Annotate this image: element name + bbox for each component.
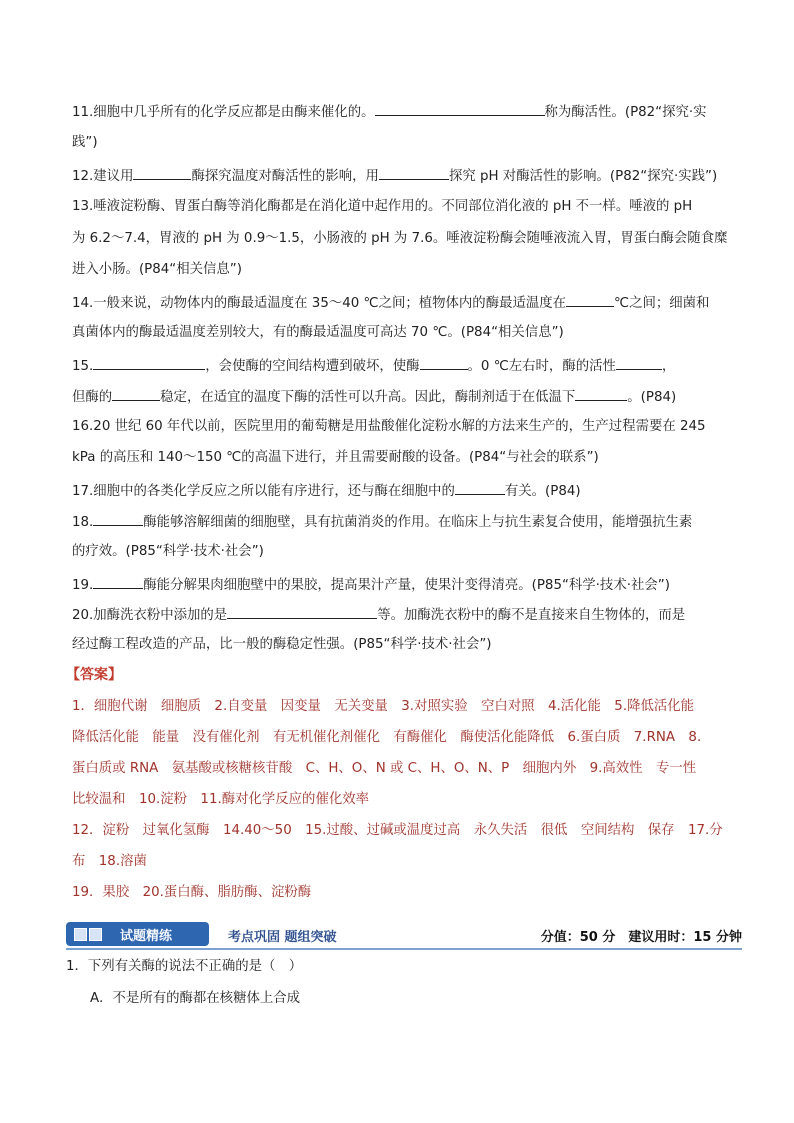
blank-14 xyxy=(566,293,614,307)
item-12-text-b: 酶探究温度对酶活性的影响，用 xyxy=(191,169,379,184)
item-14-text-a: 14.一般来说，动物体内的酶最适温度在 35～40 ℃之间；植物体内的酶最适温度在 xyxy=(72,296,567,311)
blank-15a xyxy=(93,356,205,370)
blank-15b xyxy=(420,356,468,370)
item-17-text-a: 17.细胞中的各类化学反应之所以能有序进行，还与酶在细胞中的 xyxy=(72,484,455,499)
answer-line-2: 降低活化能 能量 没有催化剂 有无机催化剂催化 有酶催化 酶使活化能降低 6.蛋白质 7.RNA 8. xyxy=(72,730,702,745)
item-15-text-d: ， xyxy=(661,359,676,374)
item-16-line1: 16.20 世纪 60 年代以前，医院里用的葡萄糖是用盐酸催化淀粉水解的方法来生产的，生产过程需要在 245 xyxy=(72,419,706,434)
item-15-text-e: 但酶的 xyxy=(72,390,113,405)
answer-line-7: 19．果胶 20.蛋白酶、脂肪酶、淀粉酶 xyxy=(72,885,312,900)
banner-divider xyxy=(66,948,742,950)
item-20-line1 xyxy=(72,605,685,625)
banner-title: 试题精练 xyxy=(120,929,173,944)
item-18-line2: 的疗效。(P85“科学·技术·社会”) xyxy=(72,544,264,559)
item-11-text-c: 践”) xyxy=(72,135,98,150)
item-15-text-c: 。0 ℃左右时，酶的活性 xyxy=(467,359,616,374)
item-15-text-b: ，会使酶的空间结构遭到破坏，使酶 xyxy=(205,359,420,374)
item-15-text-f: 稳定，在适宜的温度下酶的活性可以升高。因此，酶制剂适于在低温下 xyxy=(160,390,576,405)
item-14-line2: 真菌体内的酶最适温度差别较大，有的酶最适温度可高达 70 ℃。(P84“相关信息”) xyxy=(72,325,564,340)
answer-line-3: 蛋白质或 RNA 氨基酸或核糖核苷酸 C、H、O、N 或 C、H、O、N、P 细胞内外 9.高效性 专一性 xyxy=(72,761,697,776)
item-20-text-b: 等。加酶洗衣粉中的酶不是直接来自生物体的，而是 xyxy=(377,608,686,623)
answer-line-4: 比较温和 10.淀粉 11.酶对化学反应的催化效率 xyxy=(72,792,370,807)
item-12-line xyxy=(72,166,717,186)
blank-15c xyxy=(616,356,662,370)
item-12-text-a: 12.建议用 xyxy=(72,169,134,184)
blank-17 xyxy=(455,481,505,495)
blank-15d xyxy=(112,387,160,401)
item-11-text-a: 11.细胞中几乎所有的化学反应都是由酶来催化的。 xyxy=(72,105,375,120)
item-11-line1 xyxy=(72,102,707,122)
item-18-text-b: 酶能够溶解细菌的细胞壁，具有抗菌消炎的作用。在临床上与抗生素复合使用，能增强抗生素 xyxy=(143,515,693,530)
banner-bar xyxy=(66,922,209,946)
item-20-line2: 经过酶工程改造的产品，比一般的酶稳定性强。(P85“科学·技术·社会”) xyxy=(72,637,492,652)
item-18-line1 xyxy=(72,512,692,532)
section-banner xyxy=(66,922,742,950)
answer-line-5: 12．淀粉 过氧化氢酶 14.40～50 15.过酸、过碱或温度过高 永久失活 很低 空间结构 保存 17.分 xyxy=(72,823,723,838)
blank-11 xyxy=(375,102,545,116)
blank-19 xyxy=(93,575,143,589)
item-15-line1 xyxy=(72,356,675,376)
question-1-option-a: A．不是所有的酶都在核糖体上合成 xyxy=(90,991,301,1006)
item-13-line2: 为 6.2～7.4，胃液的 pH 为 0.9～1.5，小肠液的 pH 为 7.6。唾液淀粉酶会随唾液流入胃，胃蛋白酶会随食糜 xyxy=(72,231,728,246)
item-12-text-c: 探究 pH 对酶活性的影响。(P82“探究·实践”) xyxy=(448,169,718,184)
blank-20 xyxy=(227,605,377,619)
item-15-text-g: 。(P84) xyxy=(627,390,677,405)
item-14-text-b: ℃之间；细菌和 xyxy=(614,296,710,311)
blank-12b xyxy=(379,166,449,180)
blank-18 xyxy=(93,512,143,526)
item-17-line xyxy=(72,481,581,501)
answer-line-6: 布 18.溶菌 xyxy=(72,854,147,869)
book-icon xyxy=(74,928,104,942)
item-19-text-a: 19. xyxy=(72,578,94,593)
item-17-text-b: 有关。(P84) xyxy=(504,484,581,499)
blank-12a xyxy=(133,166,191,180)
banner-meta: 分值：50 分 建议用时：15 分钟 xyxy=(540,930,742,945)
item-13-line3: 进入小肠。(P84“相关信息”) xyxy=(72,262,242,277)
answer-heading: 【答案】 xyxy=(66,667,122,683)
item-13-line1: 13.唾液淀粉酶、胃蛋白酶等消化酶都是在消化道中起作用的。不同部位消化液的 pH 不一样。唾液的 pH xyxy=(72,199,693,214)
item-11-text-b: 称为酶活性。(P82“探究·实 xyxy=(544,105,707,120)
item-14-line1 xyxy=(72,293,709,313)
question-1-stem: 1．下列有关酶的说法不正确的是（ ） xyxy=(66,959,303,974)
item-15-line2 xyxy=(72,387,676,407)
item-16-line2: kPa 的高压和 140～150 ℃的高温下进行，并且需要耐酸的设备。(P84“与社会的联系”) xyxy=(72,450,599,465)
banner-subtitle: 考点巩固 题组突破 xyxy=(228,930,337,945)
answer-line-1: 1．细胞代谢 细胞质 2.自变量 因变量 无关变量 3.对照实验 空白对照 4.活化能 5.降低活化能 xyxy=(72,699,695,714)
item-18-text-a: 18. xyxy=(72,515,94,530)
item-19-text-b: 酶能分解果肉细胞壁中的果胶，提高果汁产量，使果汁变得清亮。(P85“科学·技术·社会”) xyxy=(143,578,670,593)
blank-15e xyxy=(575,387,627,401)
item-15-text-a: 15. xyxy=(72,359,94,374)
item-19-line xyxy=(72,575,670,595)
item-20-text-a: 20.加酶洗衣粉中添加的是 xyxy=(72,608,228,623)
item-11-line2 xyxy=(72,134,98,152)
